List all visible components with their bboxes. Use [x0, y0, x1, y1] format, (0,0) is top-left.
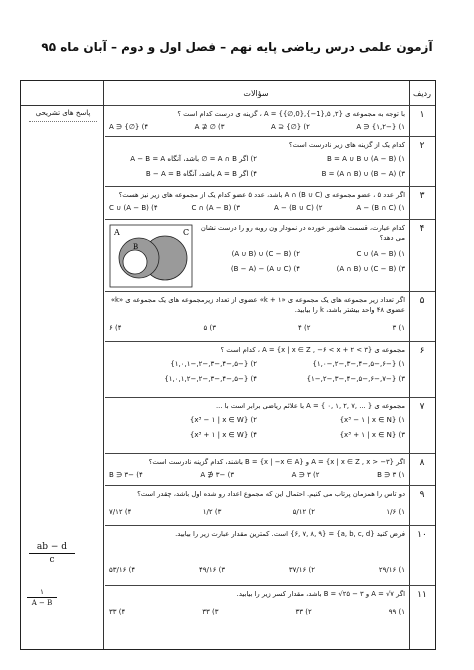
- option-4[interactable]: ۴) {x³ + ۱ | x ∈ W}: [189, 431, 257, 439]
- question-number: ۶: [419, 346, 425, 356]
- question-stem: اگر عدد ۵ ، عضو مجموعه ی A ∩ (B ∪ C) باشد، عدد ۵ عضو کدام یک از مجموعه های زیر نیز هست؟: [118, 191, 405, 199]
- option-2[interactable]: ۲) {−۵,−۴,−۳,−۲,−۱,۰,۱}: [170, 360, 257, 368]
- venn-label-c: C: [183, 228, 190, 237]
- option-1[interactable]: ۱) (A − B) ∪ B = A ∪ B: [327, 155, 405, 163]
- option-3[interactable]: ۳) −۳ ∉ A: [200, 471, 235, 479]
- question-stem: اگر تعداد زیر مجموعه های یک مجموعه ی «k + ۱» عضوی از تعداد زیرمجموعه های یک مجموعه ی «k»: [110, 296, 405, 304]
- expression-fraction: [27, 588, 57, 607]
- expression-fraction: [29, 542, 75, 565]
- fraction-denominator: c: [49, 555, 55, 565]
- option-2[interactable]: ۲) ۳ ∈ A: [291, 471, 320, 479]
- option-2[interactable]: ۲) {∅} ⊆ A: [271, 123, 310, 131]
- question-number: ۲: [419, 141, 425, 151]
- fraction-denominator: A − B: [31, 599, 53, 607]
- option-4[interactable]: ۴) {∅} ∈ A: [109, 123, 149, 131]
- venn-diagram: [109, 224, 193, 288]
- option-3[interactable]: ۳) ۱/۲: [202, 508, 222, 516]
- question-6: [105, 341, 435, 397]
- option-4[interactable]: ۴) (A − B) ∪ C: [109, 204, 158, 212]
- option-2[interactable]: ۲) (C − B) ∪ (A ∪ B): [231, 250, 300, 258]
- question-10: [36, 525, 435, 585]
- option-3[interactable]: ۳) ∅ ⊈ A: [194, 123, 225, 131]
- question-stem-continued: عضوی ۴۸ واحد بیشتر باشد، k را بیابید.: [294, 306, 405, 314]
- question-stem-continued: می دهد؟: [379, 234, 405, 242]
- header-number: ردیف: [413, 88, 431, 98]
- question-8: [105, 453, 435, 485]
- question-4: [105, 219, 435, 291]
- set-b-circle: [123, 250, 147, 274]
- fraction-numerator: ab − d: [36, 542, 68, 552]
- question-stem: اگر A = √۷ و B = √۲۵ − ۳ باشد، مقدار کسر زیر را بیابید.: [236, 590, 405, 598]
- margin-column-divider: [103, 81, 104, 649]
- question-stem: فرض کنید {a, b, c, d} = {۶, ۷, ۸, ۹} است. کمترین مقدار عبارت زیر را بیابید.: [175, 530, 405, 538]
- question-stem: مجموعه ی A = { ۰, ۱, ۲, ۷, ... } با علائم ریاضی برابر است با ...: [216, 402, 405, 410]
- option-1[interactable]: ۱) {−۶,−۵,−۴,−۳,−۲,−۱,۰}: [312, 360, 405, 368]
- option-1[interactable]: ۱) ۲۹/۱۶: [378, 566, 405, 574]
- option-4[interactable]: ۴) ۶: [109, 324, 122, 332]
- question-2: [105, 136, 435, 186]
- option-2[interactable]: ۲) ۳۳: [295, 608, 312, 616]
- option-1[interactable]: ۱) (A − B) ∪ C: [356, 250, 405, 258]
- option-4[interactable]: ۴) ۵۳/۱۶: [109, 566, 136, 574]
- question-1: [105, 105, 435, 136]
- fraction-numerator: ۱: [40, 588, 44, 596]
- option-1[interactable]: ۱) ۳: [392, 324, 405, 332]
- question-11: [31, 585, 435, 649]
- option-3[interactable]: ۳) ۵: [203, 324, 216, 332]
- option-2[interactable]: ۲) (B ∪ C) − A: [273, 204, 323, 212]
- question-stem: اگر A = {x | x ∈ Z , x > −۳} و B = {x | −x ∈ A} باشند، کدام گزینه نادرست است؟: [148, 458, 405, 466]
- question-number: ۱۰: [417, 530, 427, 540]
- option-1[interactable]: ۱) ۱/۶: [386, 508, 405, 516]
- option-4[interactable]: ۴) اگر A = B باشد، آنگاه B − A = B: [145, 170, 257, 178]
- option-1[interactable]: ۱) A − (B ∩ C): [356, 204, 405, 212]
- question-number: ۵: [419, 296, 425, 306]
- option-2[interactable]: ۲) ۴: [298, 324, 311, 332]
- option-3[interactable]: ۳) {−۷,−۶,−۵,−۴,−۳,−۲,−۱}: [306, 375, 405, 383]
- option-3[interactable]: ۳) (A − B) ∩ C: [191, 204, 241, 212]
- option-4[interactable]: ۴) ۳۳: [109, 608, 126, 616]
- answers-margin-label: پاسخ ‌های تشریحی: [35, 109, 91, 117]
- question-5: [105, 291, 435, 341]
- question-number: ۱: [419, 110, 425, 120]
- exam-sheet: [20, 80, 436, 650]
- venn-label-b: B: [133, 243, 139, 251]
- question-stem: مجموعه ی A = {x | x ∈ Z , −۶ < x + ۲ < ۳} ، کدام است ؟: [220, 346, 405, 354]
- option-2[interactable]: ۲) {x³ − ۱ | x ∈ W}: [189, 416, 257, 424]
- option-4[interactable]: ۴) (A ∪ C) − (B − A): [230, 265, 300, 273]
- question-7: [105, 397, 435, 453]
- option-2[interactable]: ۲) اگر A ∩ B = ∅ باشد، آنگاه A − B = A: [130, 155, 257, 163]
- question-number: ۷: [419, 402, 425, 412]
- option-1[interactable]: ۱) ۳ ∈ B: [377, 471, 405, 479]
- question-9: [105, 485, 435, 525]
- question-number: ۳: [419, 191, 425, 201]
- question-3: [105, 186, 435, 219]
- option-3[interactable]: ۳) (C − B) ∪ (A ∩ B): [336, 265, 405, 273]
- option-4[interactable]: ۴) −۳ ∈ B: [109, 471, 143, 479]
- question-stem: کدام عبارت، قسمت هاشور خورده در نمودار ون روبه رو را درست نشان: [200, 224, 405, 232]
- option-1[interactable]: ۱) {−۱,۲} ∈ A: [356, 123, 405, 131]
- option-4[interactable]: ۴) ۷/۱۲: [109, 508, 132, 516]
- option-1[interactable]: ۱) ۹۹: [388, 608, 405, 616]
- option-3[interactable]: ۳) ۴۹/۱۶: [198, 566, 226, 574]
- option-3[interactable]: ۳) {x³ + ۱ | x ∈ N}: [339, 431, 405, 439]
- question-stem: دو تاس را همزمان پرتاب می کنیم. احتمال این که مجموع اعداد رو شده اول باشد، چقدر است؟: [137, 490, 405, 498]
- option-3[interactable]: ۳) (B − A) ∪ (A ∩ B) = B: [321, 170, 405, 178]
- question-number: ۴: [419, 224, 425, 234]
- question-number: ۱۱: [417, 590, 427, 600]
- venn-label-a: A: [114, 228, 120, 237]
- question-number: ۹: [419, 490, 425, 500]
- option-4[interactable]: ۴) {−۵,−۴,−۳,−۲,−۱,۰,۱,۲}: [164, 375, 257, 383]
- question-number: ۸: [419, 458, 425, 468]
- header-questions: سؤالات: [243, 88, 269, 98]
- page-title: آزمون علمی درس ریاضی پایه نهم – فصل اول و دوم – آبان ماه ۹۵: [41, 40, 433, 54]
- question-stem: کدام یک از گزینه های زیر نادرست است؟: [288, 141, 405, 149]
- option-1[interactable]: ۱) {x³ − ۱ | x ∈ N}: [339, 416, 405, 424]
- option-2[interactable]: ۲) ۵/۱۲: [292, 508, 316, 516]
- margin-rule: [29, 121, 97, 122]
- option-2[interactable]: ۲) ۳۷/۱۶: [288, 566, 316, 574]
- question-stem: با توجه به مجموعه ی A = {{∅,0},{−1},۵ ,۲} ، گزینه ی درست کدام است ؟: [177, 110, 405, 118]
- option-3[interactable]: ۳) ۳۳: [202, 608, 219, 616]
